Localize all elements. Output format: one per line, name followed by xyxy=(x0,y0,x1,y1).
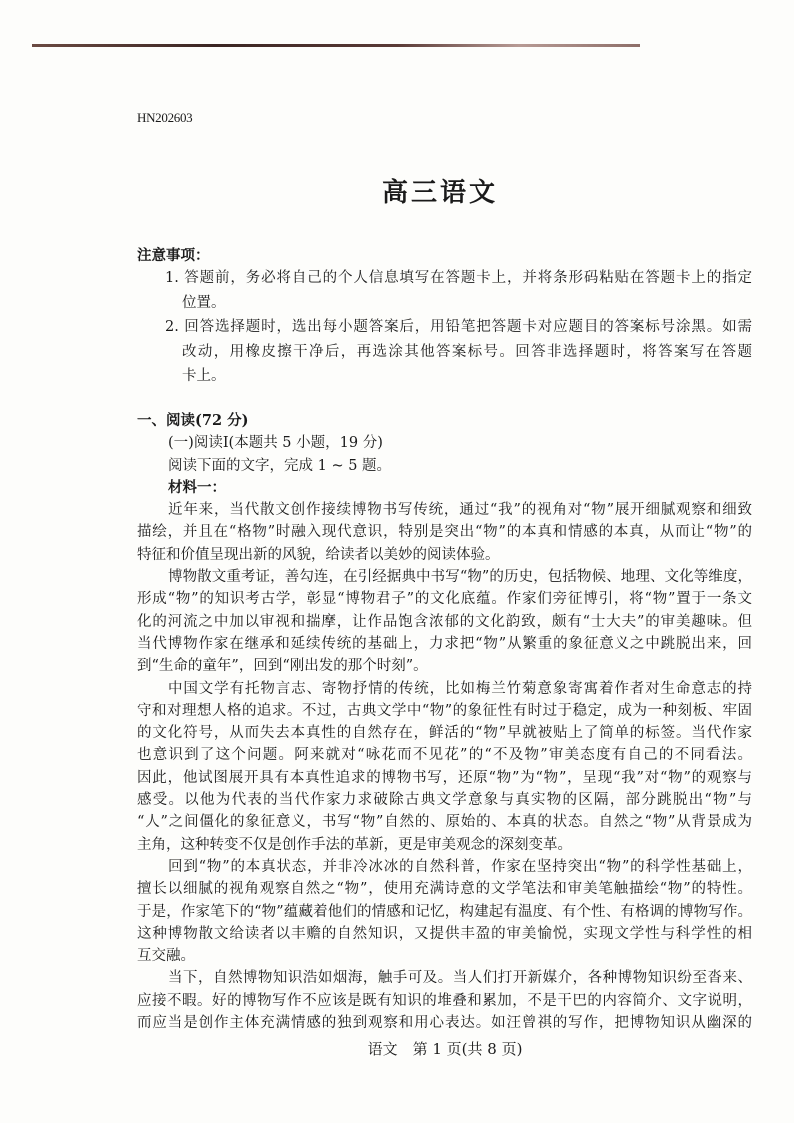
paragraph-line: 这种博物散文给读者以丰赡的自然知识，又提供丰盈的审美愉悦，实现文学性与科学性的相 xyxy=(137,925,752,942)
page-title: 高三语文 xyxy=(381,178,498,208)
paragraph-line: 当下，自然博物知识浩如烟海，触手可及。当人们打开新媒介，各种博物知识纷至沓来、 xyxy=(168,970,752,987)
paragraph-line: 化的河流之中加以审视和揣摩，让作品饱含浓郁的文化韵致，颇有“士大夫”的审美趣味。但 xyxy=(137,613,752,630)
paragraph-line: 到“生命的童年”，回到“刚出发的那个时刻”。 xyxy=(137,658,428,675)
notice-item xyxy=(165,266,752,315)
paragraph xyxy=(137,967,752,1034)
paragraph-line: 中国文学有托物言志、寄物抒情的传统，比如梅兰竹菊意象寄寓着作者对生命意志的持 xyxy=(168,680,752,697)
notice-line: 位置。 xyxy=(182,294,226,311)
subsection-heading: (一)阅读Ⅰ(本题共 5 小题，19 分) xyxy=(168,435,383,452)
header-rule xyxy=(32,44,640,47)
paragraph-line: 描绘，并且在“格物”时融入现代意识，特别是突出“物”的本真和情感的本真，从而让“物”的 xyxy=(137,524,752,541)
paragraph-line: 互交融。 xyxy=(137,948,195,965)
paragraph-line: 主角，这种转变不仅是创作手法的革新，更是审美观念的深刻变革。 xyxy=(137,836,572,853)
paragraph-line: 也意识到了这个问题。阿来就对“咏花而不见花”的“不及物”审美态度有自己的不同看法。 xyxy=(137,747,752,764)
notice-line: 2. 回答选择题时，选出每小题答案后，用铅笔把答题卡对应题目的答案标号涂黑。如需 xyxy=(165,319,752,336)
section-heading: 一、阅读(72 分) xyxy=(137,412,249,429)
notice-item xyxy=(165,315,752,389)
page-footer: 语文 第 1 页(共 8 页) xyxy=(367,1040,523,1058)
paragraph-line: 形成“物”的知识考古学，彰显“博物君子”的文化底蕴。作家们旁征博引，将“物”置于一条文 xyxy=(137,591,752,608)
paragraph xyxy=(137,499,752,566)
notice-line: 改动，用橡皮擦干净后，再选涂其他答案标号。回答非选择题时，将答案写在答题 xyxy=(182,343,752,360)
instruction: 阅读下面的文字，完成 1 ~ 5 题。 xyxy=(168,457,392,474)
paragraph-line: 近年来，当代散文创作接续博物书写传统，通过“我”的视角对“物”展开细腻观察和细致 xyxy=(168,502,752,519)
paragraph-line: 的文化符号，从而失去本真性的自然存在，鲜活的“物”早就被贴上了简单的标签。当代作家 xyxy=(137,725,752,742)
notice-section xyxy=(137,246,752,389)
paragraph-line: 守和对理想人格的追求。不过，古典文学中“物”的象征性有时过于稳定，成为一种刻板、牢固 xyxy=(137,702,752,719)
paragraph-line: 擅长以细腻的视角观察自然之“物”，使用充满诗意的文学笔法和审美笔触描绘“物”的特性。 xyxy=(137,881,752,898)
paragraph-line: 而应当是创作主体充满情感的独到观察和用心表达。如汪曾祺的写作，把博物知识从幽深的 xyxy=(137,1015,752,1032)
notice-line: 卡上。 xyxy=(182,368,226,385)
paragraph xyxy=(137,856,752,967)
paragraph xyxy=(137,678,752,856)
paragraph-line: 当代博物作家在继承和延续传统的基础上，力求把“物”从繁重的象征意义之中跳脱出来，回 xyxy=(137,635,752,652)
paragraph-line: 应接不暇。好的博物写作不应该是既有知识的堆叠和累加，不是干巴的内容简介、文字说明， xyxy=(137,992,752,1009)
paragraph-line: 感受。以他为代表的当代作家力求破除古典文学意象与真实物的区隔，部分跳脱出“物”与 xyxy=(137,792,752,809)
reading-section xyxy=(137,410,752,1034)
exam-code: HN202603 xyxy=(137,110,193,125)
notice-line: 1. 答题前，务必将自己的个人信息填写在答题卡上，并将条形码粘贴在答题卡上的指定 xyxy=(165,270,752,286)
paragraph-line: 博物散文重考证，善勾连，在引经据典中书写“物”的历史，包括物候、地理、文化等维度， xyxy=(168,569,752,586)
paragraph-line: “人”之间僵化的象征意义，书写“物”自然的、原始的、本真的状态。自然之“物”从背景成为 xyxy=(137,814,752,831)
material-label: 材料一： xyxy=(168,478,226,496)
paragraph-line: 回到“物”的本真状态，并非冷冰冰的自然科普，作家在坚持突出“物”的科学性基础上， xyxy=(168,858,752,875)
paragraph-line: 于是，作家笔下的“物”蕴藏着他们的情感和记忆，构建起有温度、有个性、有格调的博物写作。 xyxy=(137,903,752,920)
paragraph-line: 特征和价值呈现出新的风貌，给读者以美妙的阅读体验。 xyxy=(137,546,500,563)
notice-heading: 注意事项： xyxy=(137,247,210,264)
paragraph xyxy=(137,566,752,677)
paragraph-line: 因此，他试图展开具有本真性追求的博物书写，还原“物”为“物”，呈现“我”对“物”的观察与 xyxy=(137,769,752,786)
